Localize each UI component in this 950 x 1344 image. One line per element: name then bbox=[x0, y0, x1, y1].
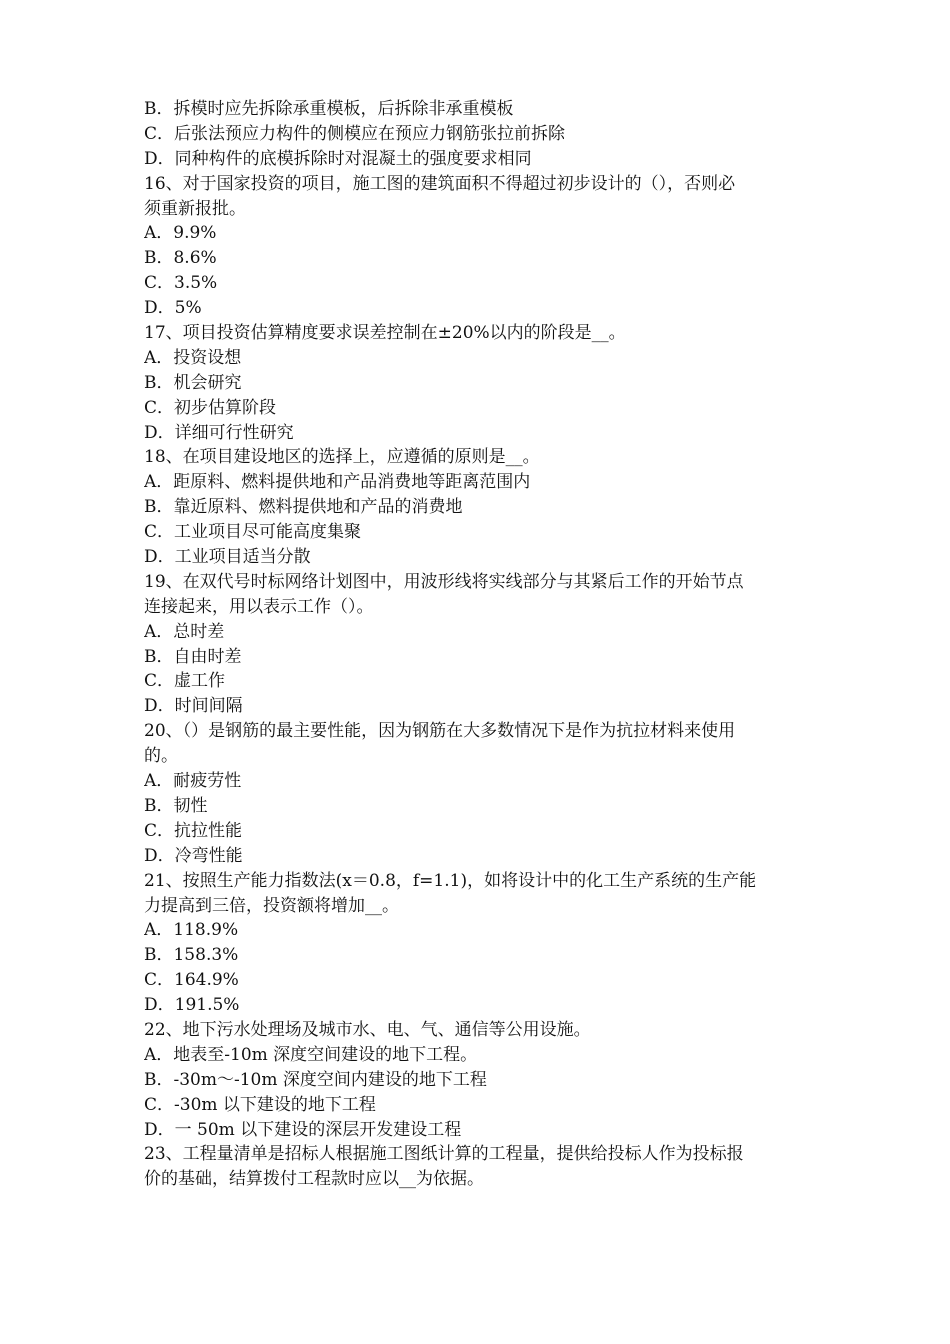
text-line: 须重新报批。 bbox=[144, 198, 246, 219]
question-23-line: 23、工程量清单是招标人根据施工图纸计算的工程量，提供给投标人作为投标报 bbox=[144, 1144, 744, 1165]
option-line: A．总时差 bbox=[144, 621, 225, 642]
option-line: D．191.5% bbox=[144, 995, 240, 1016]
text-line: D．同种构件的底模拆除时对混凝土的强度要求相同 bbox=[144, 148, 532, 169]
option-line: C．虚工作 bbox=[144, 671, 226, 692]
option-line: C．164.9% bbox=[144, 970, 239, 991]
option-line: D．5% bbox=[144, 298, 202, 319]
option-line: D．详细可行性研究 bbox=[144, 422, 294, 443]
option-line: C．工业项目尽可能高度集聚 bbox=[144, 522, 362, 543]
option-line: A．9.9% bbox=[144, 223, 217, 244]
text-line: B．拆模时应先拆除承重模板，后拆除非承重模板 bbox=[144, 99, 514, 119]
option-line: D．一 50m 以下建设的深层开发建设工程 bbox=[144, 1119, 462, 1140]
text-line: 连接起来，用以表示工作（）。 bbox=[144, 596, 374, 617]
option-line: C．初步估算阶段 bbox=[144, 397, 277, 418]
option-line: B．韧性 bbox=[144, 795, 208, 816]
question-19-line: 19、在双代号时标网络计划图中，用波形线将实线部分与其紧后工作的开始节点 bbox=[144, 571, 744, 592]
option-line: C．3.5% bbox=[144, 273, 218, 294]
question-16-line: 16、对于国家投资的项目，施工图的建筑面积不得超过初步设计的（），否则必 bbox=[144, 173, 736, 194]
question-21-line: 21、按照生产能力指数法(x＝0.8，f=1.1)，如将设计中的化工生产系统的生产能 bbox=[144, 870, 757, 891]
question-20-line: 20、（）是钢筋的最主要性能，因为钢筋在大多数情况下是作为抗拉材料来使用 bbox=[144, 721, 736, 742]
text-line: 价的基础，结算拨付工程款时应以__为依据。 bbox=[144, 1169, 484, 1190]
text-line: 力提高到三倍，投资额将增加__。 bbox=[144, 895, 399, 916]
option-line: A．118.9% bbox=[144, 920, 239, 941]
option-line: A．地表至-10m 深度空间建设的地下工程。 bbox=[144, 1044, 478, 1065]
question-17-line: 17、项目投资估算精度要求误差控制在±20%以内的阶段是__。 bbox=[144, 323, 626, 344]
question-18-line: 18、在项目建设地区的选择上，应遵循的原则是__。 bbox=[144, 447, 540, 468]
option-line: B．自由时差 bbox=[144, 646, 242, 667]
option-line: A．距原料、燃料提供地和产品消费地等距离范围内 bbox=[144, 472, 531, 493]
option-line: A．耐疲劳性 bbox=[144, 771, 242, 792]
text-line: 的。 bbox=[144, 746, 178, 767]
text-line: C．后张法预应力构件的侧模应在预应力钢筋张拉前拆除 bbox=[144, 123, 566, 144]
option-line: B．-30m～-10m 深度空间内建设的地下工程 bbox=[144, 1069, 487, 1090]
option-line: C．-30m 以下建设的地下工程 bbox=[144, 1094, 376, 1115]
question-22-line: 22、地下污水处理场及城市水、电、气、通信等公用设施。 bbox=[144, 1019, 591, 1040]
option-line: B．靠近原料、燃料提供地和产品的消费地 bbox=[144, 497, 463, 518]
option-line: C．抗拉性能 bbox=[144, 820, 243, 841]
option-line: B．158.3% bbox=[144, 945, 239, 966]
option-line: D．冷弯性能 bbox=[144, 845, 243, 866]
option-line: A．投资设想 bbox=[144, 347, 242, 368]
option-line: B．机会研究 bbox=[144, 372, 242, 393]
option-line: D．时间间隔 bbox=[144, 696, 243, 717]
option-line: B．8.6% bbox=[144, 248, 217, 269]
document-page bbox=[144, 97, 814, 1192]
option-line: D．工业项目适当分散 bbox=[144, 547, 311, 568]
